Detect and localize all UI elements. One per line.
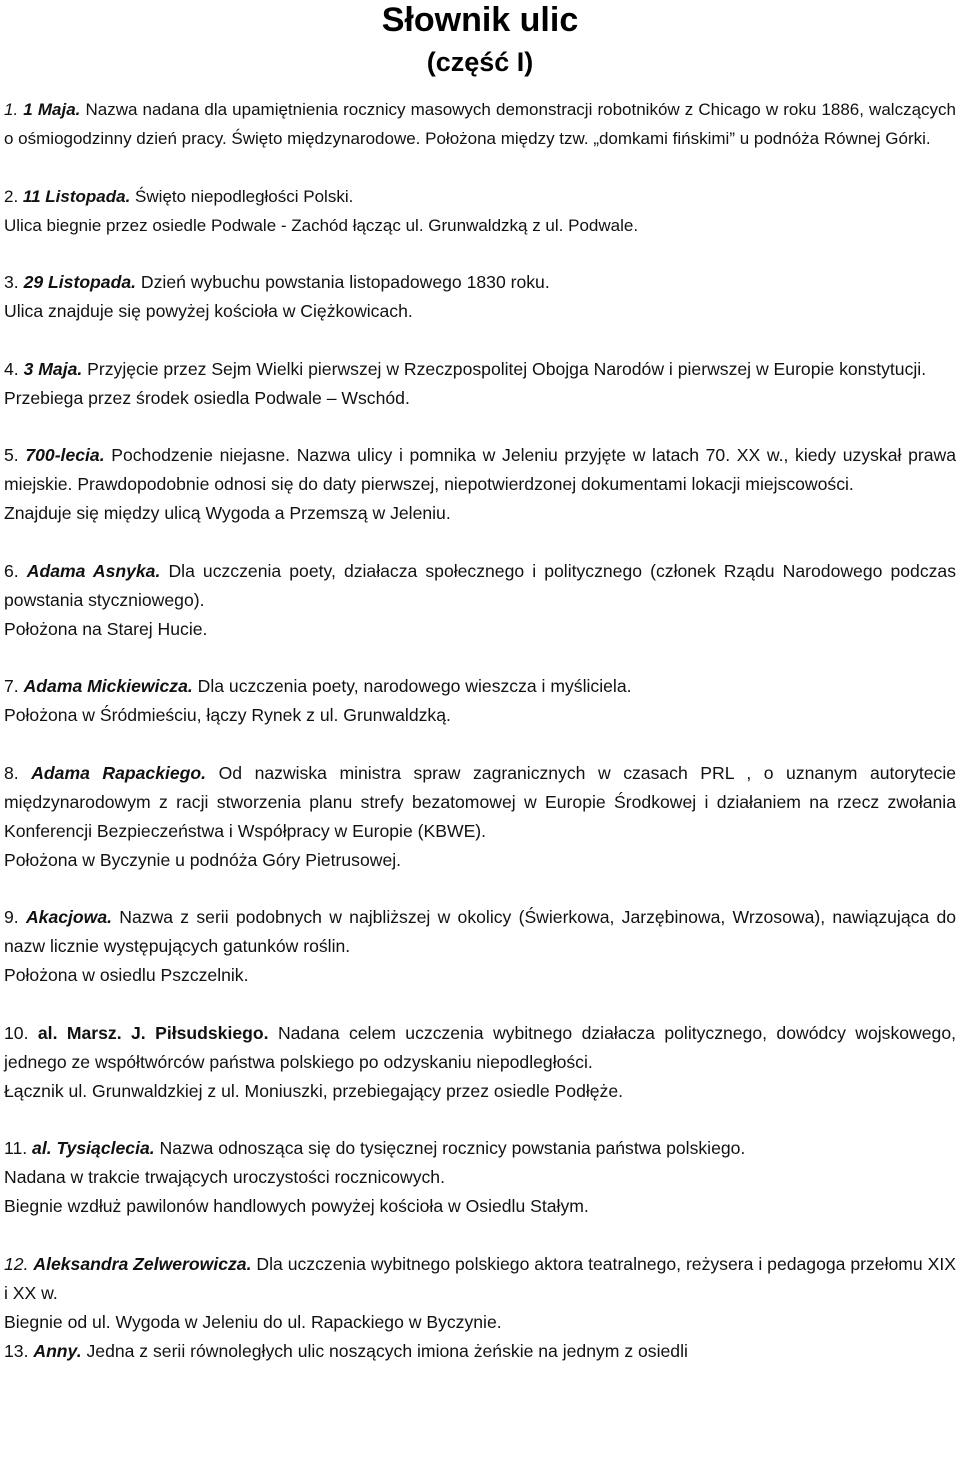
entry-number: 2. xyxy=(4,186,19,206)
entry-paragraph xyxy=(4,672,956,701)
entry-adama-mickiewicza xyxy=(4,672,956,730)
entry-text: Nazwa odnosząca się do tysięcznej rocznicy powstania państwa polskiego. xyxy=(159,1138,746,1158)
entry-location: Ulica biegnie przez osiedle Podwale - Zachód łącząc ul. Grunwaldzką z ul. Podwale. xyxy=(4,215,639,235)
entry-text: Od nazwiska ministra spraw zagranicznych w czasach PRL , o uznanym autorytecie międzynarodowym z racji stworzenia planu strefy bezatomowej w Europie Środkowej i działaniem na rzecz zwołania Konferencji Bezpieczeństwa i Współpracy w Europie (KBWE). xyxy=(4,762,957,841)
entry-street-name: 29 Listopada. xyxy=(23,272,137,292)
entry-paragraph xyxy=(4,441,956,499)
entry-street-name: Aleksandra Zelwerowicza. xyxy=(33,1253,252,1274)
entry-adama-rapackiego xyxy=(4,759,956,875)
entry-text: Święto niepodległości Polski. xyxy=(135,186,354,206)
entry-paragraph xyxy=(4,1019,956,1077)
entry-number: 4. xyxy=(4,358,19,379)
entry-akacjowa xyxy=(4,903,956,990)
entry-text: Przyjęcie przez Sejm Wielki pierwszej w Rzeczpospolitej Obojga Narodów i pierwszej w Europie konstytucji. xyxy=(87,358,927,379)
entry-paragraph xyxy=(4,268,956,297)
entry-number: 1. xyxy=(4,100,19,119)
page-subtitle: (część I) xyxy=(426,47,534,77)
entry-street-name: 3 Maja. xyxy=(23,358,83,379)
entry-street-name: 1 Maja. xyxy=(23,100,81,119)
entry-number: 12. xyxy=(4,1253,29,1274)
entry-street-name: Akacjowa. xyxy=(25,907,113,927)
entry-location: Znajduje się między ulicą Wygoda a Przemszą w Jeleniu. xyxy=(4,503,451,523)
document-page xyxy=(4,0,956,1366)
street-dictionary xyxy=(4,95,956,1366)
entry-number: 10. xyxy=(4,1022,29,1043)
entry-700-lecia xyxy=(4,441,956,528)
entry-location: Położona w Śródmieściu, łączy Rynek z ul. Grunwaldzką. xyxy=(4,705,451,725)
entry-paragraph xyxy=(4,903,956,961)
entry-note: Nadana w trakcie trwających uroczystości rocznicowych. xyxy=(4,1167,445,1187)
entry-location: Ulica znajduje się powyżej kościoła w Ciężkowicach. xyxy=(4,301,413,321)
entry-street-name: 700-lecia. xyxy=(25,445,105,465)
entry-number: 8. xyxy=(4,762,19,783)
entry-text: Nazwa nadana dla upamiętnienia rocznicy masowych demonstracji robotników z Chicago w roku 1886, walczących o ośmiogodzinny dzień pracy. Święto międzynarodowe. Położona między tzw. „domkami fińskimi” u podnóża Równej Górki. xyxy=(4,100,956,148)
entry-street-name: al. Tysiąclecia. xyxy=(32,1138,155,1158)
entry-anny xyxy=(4,1337,956,1366)
entry-location: Przebiega przez środek osiedla Podwale – Wschód. xyxy=(4,387,410,408)
entry-number: 6. xyxy=(4,560,19,581)
entry-location: Położona w osiedlu Pszczelnik. xyxy=(4,965,249,985)
entry-number: 7. xyxy=(4,676,19,696)
entry-paragraph xyxy=(4,1250,956,1308)
entry-number: 5. xyxy=(4,445,19,465)
entry-street-name: 11 Listopada. xyxy=(22,186,131,206)
entry-text: Nazwa z serii podobnych w najbliższej w okolicy (Świerkowa, Jarzębinowa, Wrzosowa), nawiązująca do nazw licznie występujących gatunków roślin. xyxy=(4,907,957,956)
entry-location: Położona w Byczynie u podnóża Góry Pietrusowej. xyxy=(4,849,402,870)
entry-paragraph xyxy=(4,95,956,153)
entry-adama-asnyka xyxy=(4,557,956,644)
entry-paragraph xyxy=(4,557,956,615)
entry-text: Dla uczczenia poety, działacza społecznego i politycznego (członek Rządu Narodowego podczas powstania styczniowego). xyxy=(4,560,957,610)
entry-al-pilsudskiego xyxy=(4,1019,956,1106)
page-title: Słownik ulic xyxy=(381,1,579,39)
entry-paragraph xyxy=(4,759,956,846)
entry-paragraph xyxy=(4,355,956,384)
entry-number: 11. xyxy=(4,1138,28,1158)
entry-al-tysiaclecia xyxy=(4,1134,956,1221)
entry-paragraph xyxy=(4,182,956,211)
entry-number: 3. xyxy=(4,272,19,292)
entry-number: 13. xyxy=(4,1340,29,1361)
entry-location: Biegnie wzdłuż pawilonów handlowych powyżej kościoła w Osiedlu Stałym. xyxy=(4,1196,589,1216)
entry-street-name: Anny. xyxy=(33,1340,82,1361)
entry-street-name: Adama Rapackiego. xyxy=(31,762,207,783)
entry-text: Dla uczczenia wybitnego polskiego aktora teatralnego, reżysera i pedagoga przełomu XIX i XX w. xyxy=(4,1253,956,1303)
entry-text: Nadana celem uczczenia wybitnego działacza politycznego, dowódcy wojskowego, jednego ze współtwórców państwa polskiego po odzyskaniu niepodległości. xyxy=(4,1022,957,1072)
entry-paragraph xyxy=(4,1337,956,1366)
entry-1-maja xyxy=(4,95,956,153)
entry-text: Dla uczczenia poety, narodowego wieszcza i myśliciela. xyxy=(197,676,632,696)
entry-number: 9. xyxy=(4,907,19,927)
entry-street-name: Adama Mickiewicza. xyxy=(23,676,193,696)
entry-street-name: Adama Asnyka. xyxy=(26,560,161,581)
entry-text: Pochodzenie niejasne. Nazwa ulicy i pomnika w Jeleniu przyjęte w latach 70. XX w., kiedy uzyskał prawa miejskie. Prawdopodobnie odnosi się do daty pierwszej, niepotwierdzonej dokumentami lokacji miejscowości. xyxy=(4,445,956,494)
entry-3-maja xyxy=(4,355,956,413)
entry-text: Dzień wybuchu powstania listopadowego 1830 roku. xyxy=(140,272,550,292)
entry-11-listopada xyxy=(4,182,956,240)
entry-text: Jedna z serii równoległych ulic noszących imiona żeńskie na jednym z osiedli xyxy=(86,1340,688,1361)
entry-aleksandra-zelwerowicza xyxy=(4,1250,956,1337)
entry-location: Łącznik ul. Grunwaldzkiej z ul. Moniuszki, przebiegający przez osiedle Podłęże. xyxy=(4,1080,624,1101)
entry-location: Położona na Starej Hucie. xyxy=(4,618,208,639)
entry-location: Biegnie od ul. Wygoda w Jeleniu do ul. Rapackiego w Byczynie. xyxy=(4,1311,502,1332)
entry-street-name: al. Marsz. J. Piłsudskiego. xyxy=(37,1022,269,1043)
entry-paragraph xyxy=(4,1134,956,1163)
entry-29-listopada xyxy=(4,268,956,326)
